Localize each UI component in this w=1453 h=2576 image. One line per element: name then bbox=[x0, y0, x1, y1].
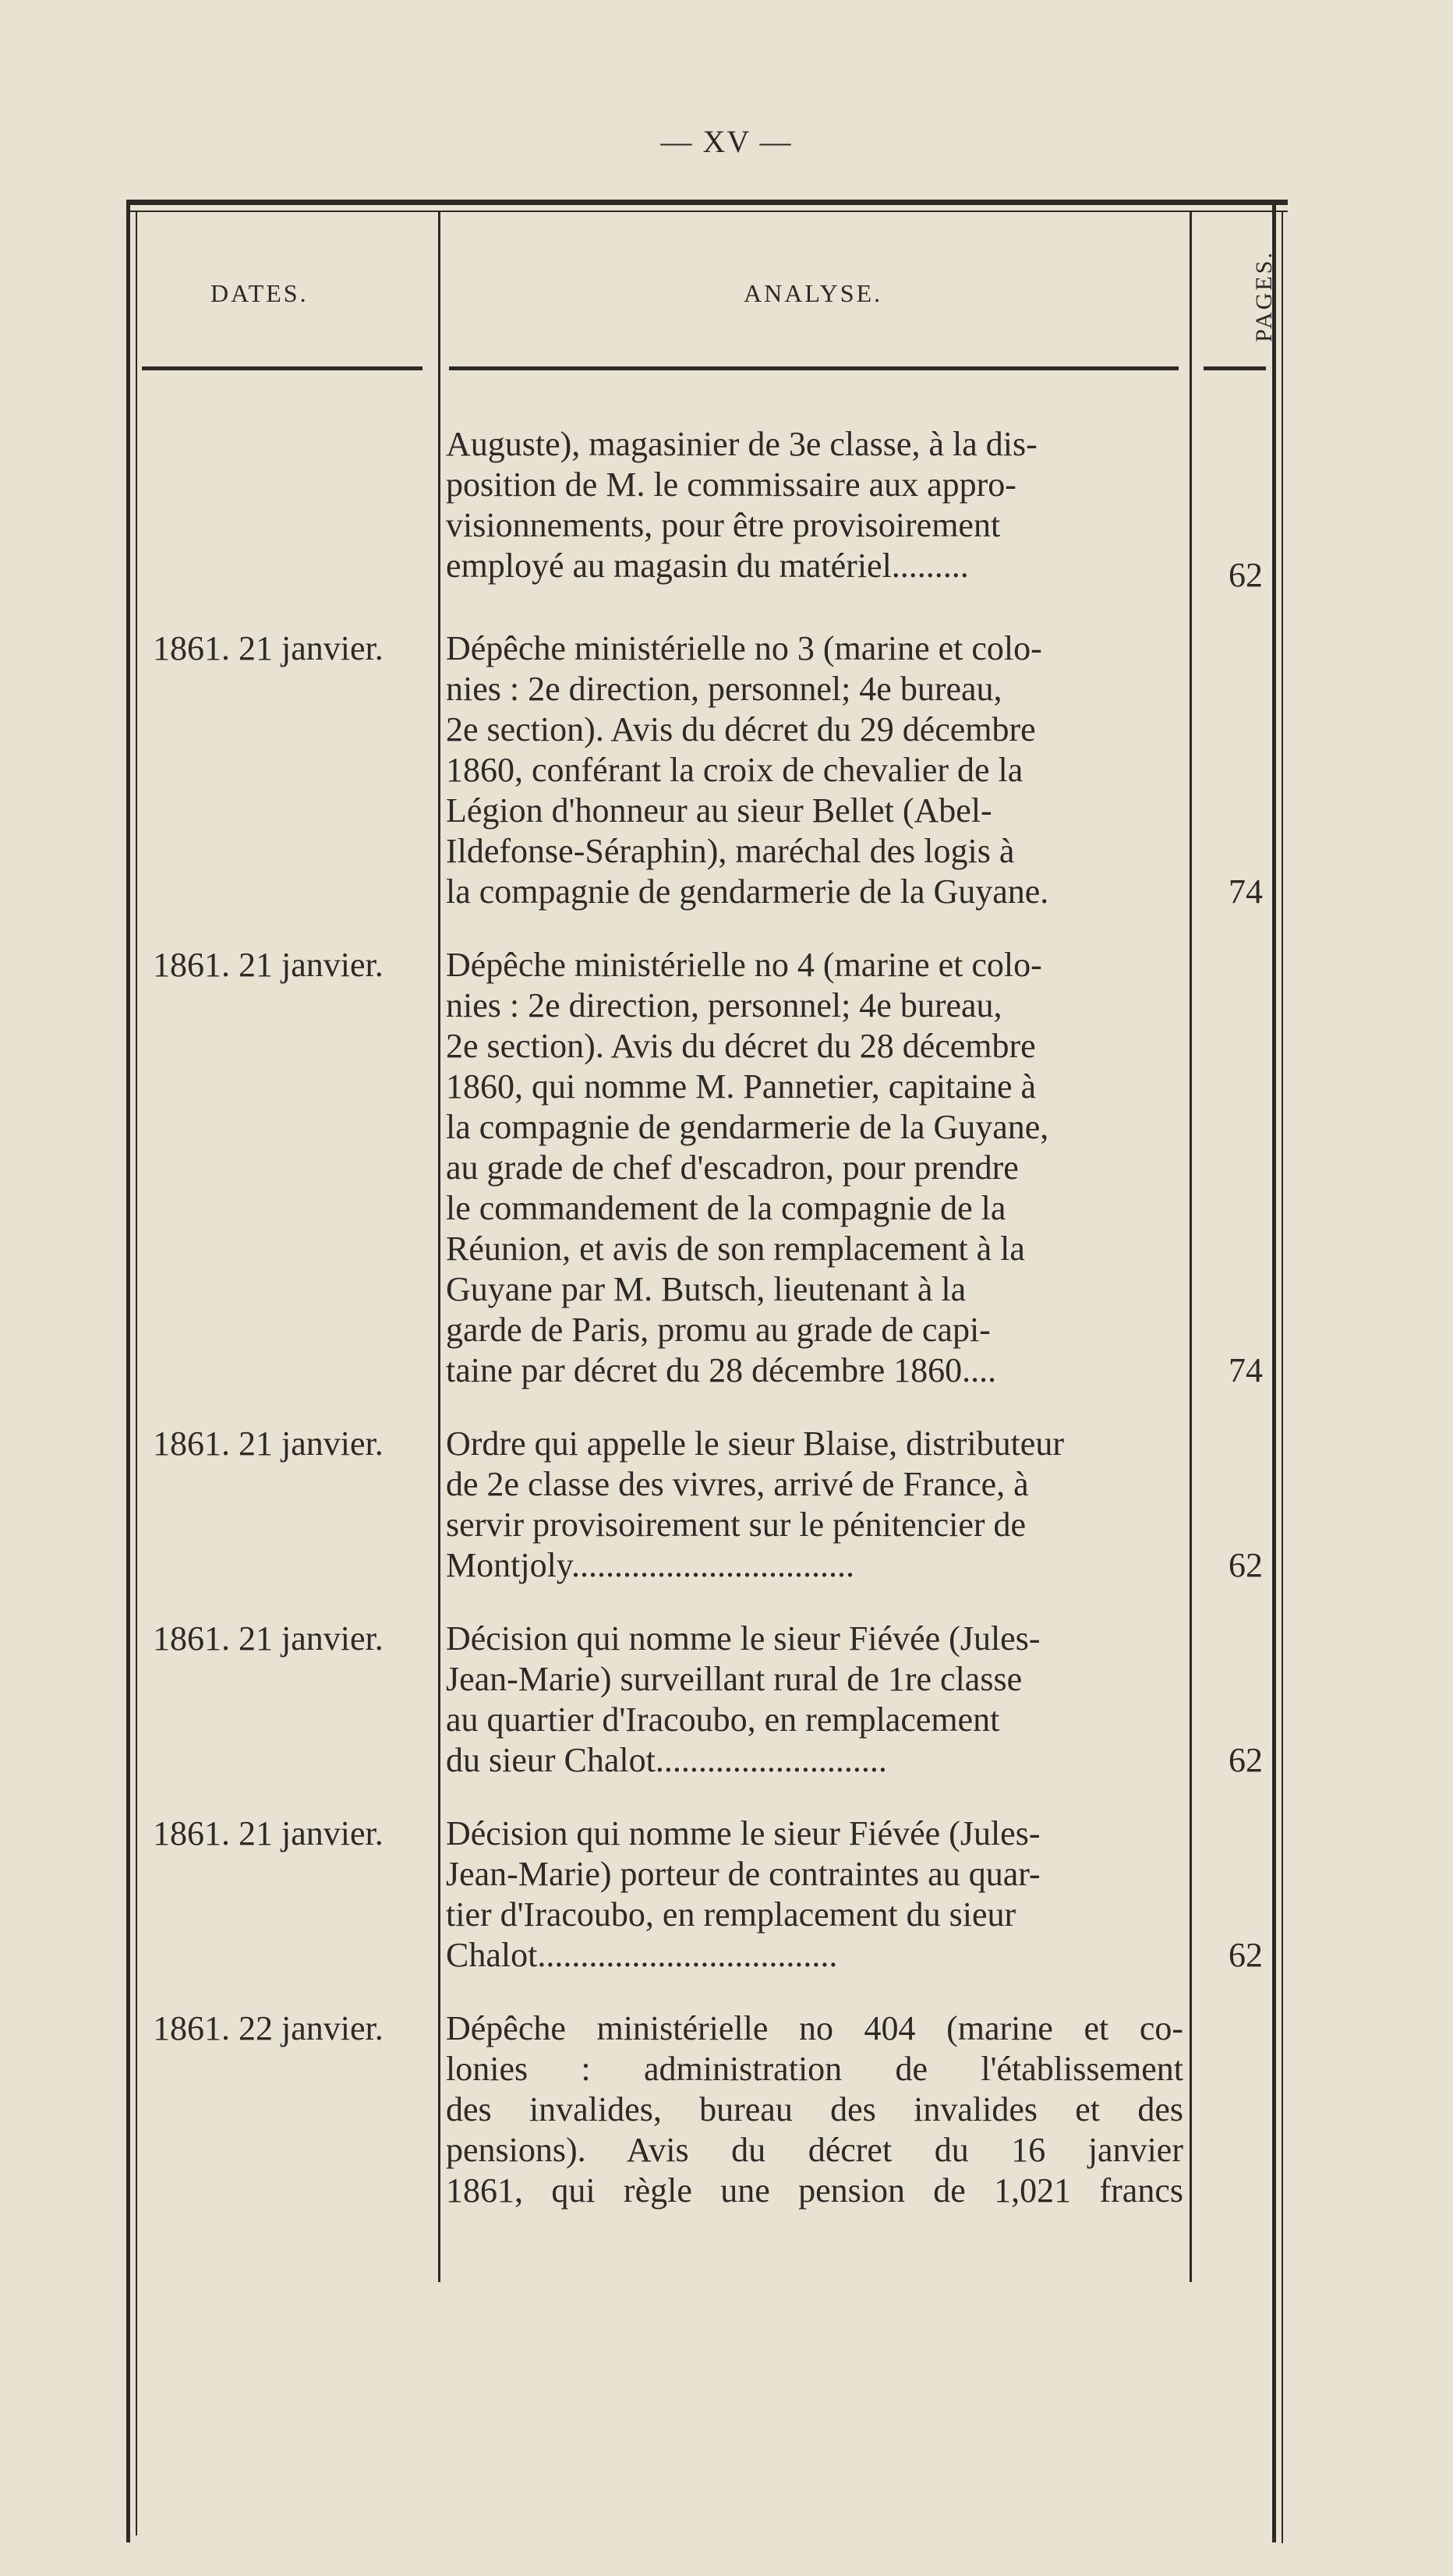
entry-date: 1861. 22 janvier. bbox=[153, 2009, 384, 2047]
entry-page-ref: 62 bbox=[1229, 1741, 1263, 1779]
entry-date: 1861. 21 janvier. bbox=[153, 1424, 384, 1463]
entry-page-ref: 74 bbox=[1229, 1351, 1263, 1389]
entry-date: 1861. 21 janvier. bbox=[153, 946, 384, 984]
analyse-header-rule bbox=[449, 366, 1179, 370]
analyse-column-header: ANALYSE. bbox=[744, 279, 883, 307]
pages-column-header: PAGES. bbox=[1251, 250, 1277, 342]
table-right-border-thin bbox=[1282, 212, 1283, 2543]
table-top-rule bbox=[126, 200, 1288, 205]
table-left-border bbox=[126, 200, 130, 2542]
entry-page-ref: 62 bbox=[1229, 1936, 1263, 1974]
entry-text: Dépêche ministérielle no 404 (marine et co- lonies : administration de l'établissement des invalides, bureau des invalides et des pensions). Avis du décret du 16 janvier 1861, qui règle une pension de 1,021 francs bbox=[446, 2009, 1183, 2210]
entry-text: Auguste), magasinier de 3e classe, à la dis- position de M. le commissaire aux appro- visionnements, pour être provisoirement employé au magasin du matériel......... bbox=[446, 425, 1038, 585]
entry-text: Dépêche ministérielle no 4 (marine et colo- nies : 2e direction, personnel; 4e bureau, 2e section). Avis du décret du 28 décembre 1860, qui nomme M. Pannetier, capitaine à la compagnie de gendarmerie de la Guyane, au grade de chef d'escadron, pour prendre le commandement de la compagnie de la Réunion, et avis de son remplacement à la Guyane par M. Butsch, lieutenant à la garde de Paris, promu au grade de capi- taine par décret du 28 décembre 1860.... bbox=[446, 946, 1049, 1389]
entry-text: Ordre qui appelle le sieur Blaise, distributeur de 2e classe des vivres, arrivé de France, à servir provisoirement sur le pénitencier de Montjoly................................. bbox=[446, 1424, 1064, 1584]
table-left-border-thin bbox=[136, 212, 137, 2535]
entry-page-ref: 62 bbox=[1229, 556, 1263, 594]
dates-header-rule bbox=[142, 366, 422, 370]
pages-column-header-wrap bbox=[1247, 234, 1282, 359]
table-top-rule-thin bbox=[126, 211, 1288, 212]
entry-page-ref: 74 bbox=[1229, 872, 1263, 911]
entry-text: Décision qui nomme le sieur Fiévée (Jules- Jean-Marie) porteur de contraintes au quar- tier d'Iracoubo, en remplacement du sieur Chalot................................... bbox=[446, 1814, 1041, 1974]
dates-column-divider bbox=[438, 212, 440, 2282]
pages-header-rule bbox=[1204, 366, 1266, 370]
table-right-border bbox=[1272, 200, 1276, 2542]
entry-page-ref: 62 bbox=[1229, 1546, 1263, 1584]
entry-date: 1861. 21 janvier. bbox=[153, 1814, 384, 1852]
dates-column-header: DATES. bbox=[210, 279, 309, 307]
entry-text: Décision qui nomme le sieur Fiévée (Jules- Jean-Marie) surveillant rural de 1re classe au quartier d'Iracoubo, en remplacement du sieur Chalot........................... bbox=[446, 1619, 1041, 1779]
entry-date: 1861. 21 janvier. bbox=[153, 1619, 384, 1658]
entry-text: Dépêche ministérielle no 3 (marine et colo- nies : 2e direction, personnel; 4e bureau, 2e section). Avis du décret du 29 décembre 1860, conférant la croix de chevalier de la Légion d'honneur au sieur Bellet (Abel- Ildefonse-Séraphin), maréchal des logis à la compagnie de gendarmerie de la Guyane. bbox=[446, 629, 1049, 911]
page-number: — XV — bbox=[660, 124, 793, 159]
entry-date: 1861. 21 janvier. bbox=[153, 629, 384, 667]
analyse-column-divider bbox=[1190, 212, 1192, 2282]
